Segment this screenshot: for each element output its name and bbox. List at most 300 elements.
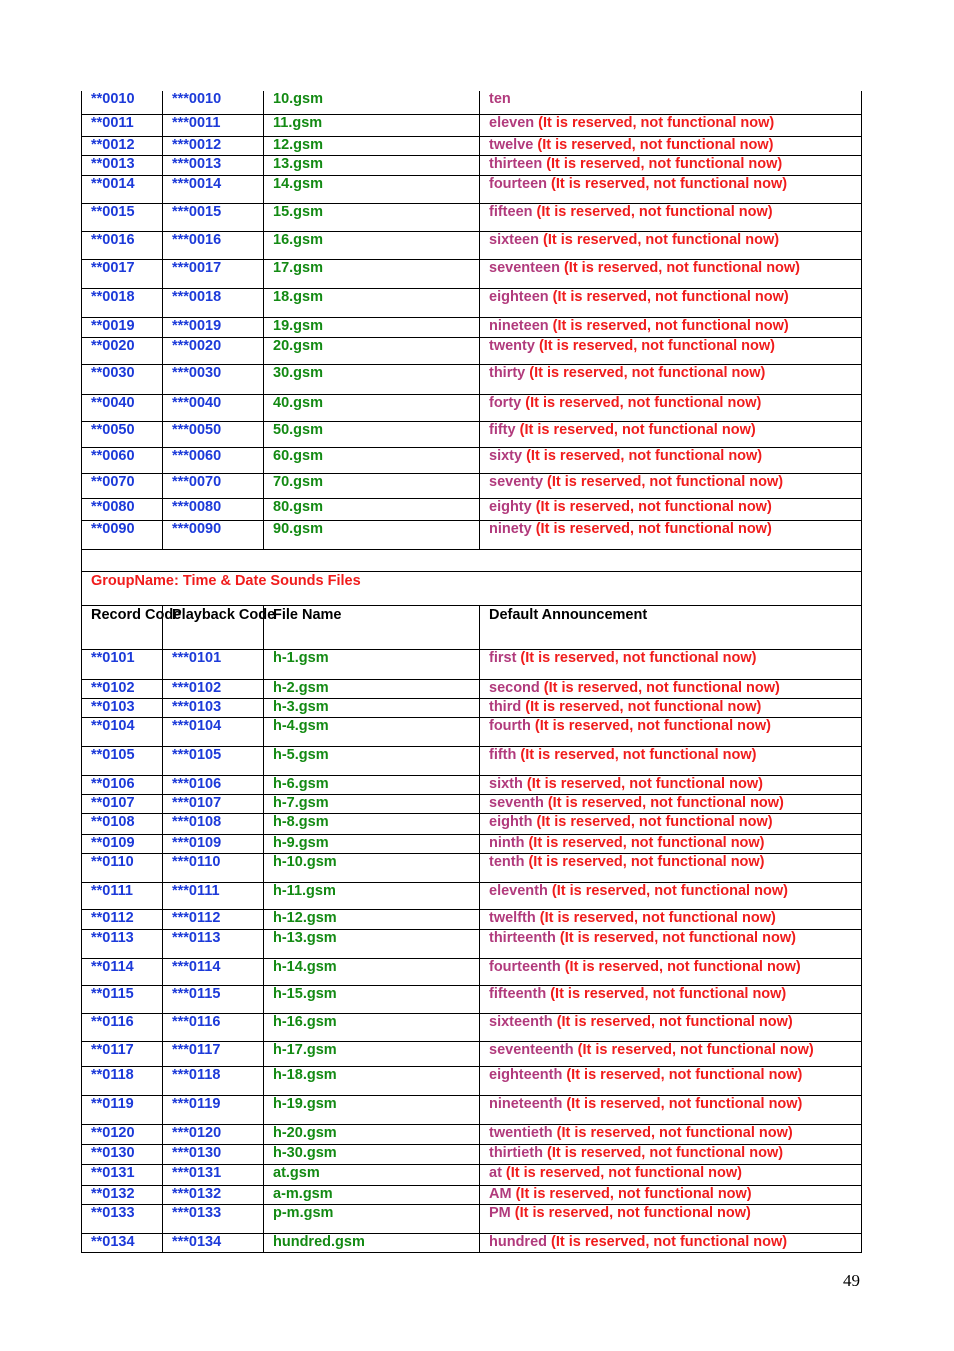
- record-code: **0107: [82, 794, 163, 813]
- file-name: 70.gsm: [264, 473, 480, 498]
- table-row: [82, 1013, 862, 1041]
- header-default-announcement: Default Announcement: [480, 605, 862, 649]
- announcement: [480, 394, 862, 421]
- reserved-note: (It is reserved, not functional now): [510, 1204, 751, 1221]
- table-row: [82, 259, 862, 288]
- table-row: [82, 717, 862, 746]
- file-name: 80.gsm: [264, 498, 480, 520]
- announcement: [480, 813, 862, 834]
- announcement: [480, 259, 862, 288]
- announcement-word: ninth: [489, 834, 525, 851]
- announcement: [480, 794, 862, 813]
- record-code: **0010: [82, 91, 163, 114]
- file-name: hundred.gsm: [264, 1233, 480, 1252]
- playback-code: ***0015: [163, 203, 264, 231]
- record-code: **0030: [82, 364, 163, 394]
- playback-code: ***0090: [163, 520, 264, 549]
- announcement-word: twenty: [489, 337, 535, 354]
- playback-code: ***0011: [163, 114, 264, 136]
- announcement: [480, 337, 862, 364]
- record-code: **0134: [82, 1233, 163, 1252]
- table-row: [82, 909, 862, 929]
- reserved-note: (It is reserved, not functional now): [524, 834, 765, 851]
- announcement-word: fourth: [489, 717, 531, 734]
- reserved-note: (It is reserved, not functional now): [539, 679, 780, 696]
- announcement: [480, 698, 862, 717]
- record-code: **0133: [82, 1204, 163, 1233]
- playback-code: ***0134: [163, 1233, 264, 1252]
- header-row: [82, 605, 862, 649]
- announcement-word: eighty: [489, 498, 532, 515]
- record-code: **0132: [82, 1185, 163, 1204]
- playback-code: ***0106: [163, 775, 264, 794]
- record-code: **0108: [82, 813, 163, 834]
- record-code: **0015: [82, 203, 163, 231]
- file-name: h-19.gsm: [264, 1095, 480, 1124]
- record-code: **0080: [82, 498, 163, 520]
- playback-code: ***0020: [163, 337, 264, 364]
- playback-code: ***0013: [163, 155, 264, 175]
- announcement-word: fifth: [489, 746, 517, 763]
- table-row: [82, 1066, 862, 1095]
- record-code: **0105: [82, 746, 163, 775]
- file-name: h-10.gsm: [264, 853, 480, 882]
- announcement: [480, 1204, 862, 1233]
- announcement: [480, 1164, 862, 1185]
- file-name: h-30.gsm: [264, 1144, 480, 1164]
- playback-code: ***0114: [163, 958, 264, 985]
- spacer-row: [82, 549, 862, 571]
- announcement: [480, 1095, 862, 1124]
- announcement-word: AM: [489, 1185, 512, 1202]
- playback-code: ***0118: [163, 1066, 264, 1095]
- file-name: 19.gsm: [264, 317, 480, 337]
- file-name: h-15.gsm: [264, 985, 480, 1013]
- playback-code: ***0103: [163, 698, 264, 717]
- announcement: [480, 421, 862, 447]
- announcement: [480, 498, 862, 520]
- announcement-word: eleventh: [489, 882, 548, 899]
- table-row: [82, 794, 862, 813]
- record-code: **0102: [82, 679, 163, 698]
- reserved-note: (It is reserved, not functional now): [530, 717, 771, 734]
- record-code: **0090: [82, 520, 163, 549]
- announcement-word: fifteen: [489, 203, 533, 220]
- record-code: **0050: [82, 421, 163, 447]
- playback-code: ***0018: [163, 288, 264, 317]
- table-row: [82, 231, 862, 259]
- table-row: [82, 649, 862, 679]
- table-row: [82, 813, 862, 834]
- file-name: h-17.gsm: [264, 1041, 480, 1066]
- announcement: [480, 288, 862, 317]
- announcement-word: seventeenth: [489, 1041, 574, 1058]
- reserved-note: (It is reserved, not functional now): [532, 813, 773, 830]
- announcement-word: seventy: [489, 473, 544, 490]
- announcement-word: twelve: [489, 136, 534, 153]
- announcement: [480, 1066, 862, 1095]
- announcement-word: twentieth: [489, 1124, 553, 1141]
- playback-code: ***0012: [163, 136, 264, 155]
- reserved-note: (It is reserved, not functional now): [546, 985, 787, 1002]
- announcement: [480, 136, 862, 155]
- playback-code: ***0104: [163, 717, 264, 746]
- file-name: h-1.gsm: [264, 649, 480, 679]
- table-row: [82, 203, 862, 231]
- record-code: **0013: [82, 155, 163, 175]
- announcement-word: sixteen: [489, 231, 539, 248]
- table-row: [82, 882, 862, 909]
- playback-code: ***0019: [163, 317, 264, 337]
- reserved-note: (It is reserved, not functional now): [516, 649, 757, 666]
- playback-code: ***0030: [163, 364, 264, 394]
- table-row: [82, 1041, 862, 1066]
- announcement: [480, 520, 862, 549]
- record-code: **0119: [82, 1095, 163, 1124]
- announcement-word: eighteen: [489, 288, 549, 305]
- record-code: **0060: [82, 447, 163, 473]
- reserved-note: (It is reserved, not functional now): [573, 1041, 814, 1058]
- file-name: h-18.gsm: [264, 1066, 480, 1095]
- announcement: [480, 909, 862, 929]
- record-code: **0117: [82, 1041, 163, 1066]
- file-name: a-m.gsm: [264, 1185, 480, 1204]
- record-code: **0109: [82, 834, 163, 853]
- file-name: 13.gsm: [264, 155, 480, 175]
- file-name: 14.gsm: [264, 175, 480, 203]
- announcement: [480, 317, 862, 337]
- reserved-note: (It is reserved, not functional now): [531, 498, 772, 515]
- table-row: [82, 834, 862, 853]
- reserved-note: (It is reserved, not functional now): [511, 1185, 752, 1202]
- table-row: [82, 1185, 862, 1204]
- playback-code: ***0120: [163, 1124, 264, 1144]
- reserved-note: (It is reserved, not functional now): [548, 317, 789, 334]
- announcement: [480, 473, 862, 498]
- file-name: 50.gsm: [264, 421, 480, 447]
- record-code: **0114: [82, 958, 163, 985]
- reserved-note: (It is reserved, not functional now): [548, 288, 789, 305]
- file-name: 12.gsm: [264, 136, 480, 155]
- playback-code: ***0105: [163, 746, 264, 775]
- file-name: 11.gsm: [264, 114, 480, 136]
- record-code: **0111: [82, 882, 163, 909]
- announcement-word: twelfth: [489, 909, 536, 926]
- reserved-note: (It is reserved, not functional now): [522, 447, 763, 464]
- table-row: [82, 136, 862, 155]
- table-row: [82, 394, 862, 421]
- announcement: [480, 1013, 862, 1041]
- playback-code: ***0112: [163, 909, 264, 929]
- record-code: **0131: [82, 1164, 163, 1185]
- group-row: [82, 571, 862, 605]
- section1-rows: [82, 91, 862, 549]
- file-name: at.gsm: [264, 1164, 480, 1185]
- reserved-note: (It is reserved, not functional now): [533, 136, 774, 153]
- group-title: GroupName: Time & Date Sounds Files: [82, 571, 862, 605]
- reserved-note: (It is reserved, not functional now): [559, 259, 801, 276]
- file-name: 15.gsm: [264, 203, 480, 231]
- record-code: **0014: [82, 175, 163, 203]
- spacer-section: [82, 549, 862, 571]
- playback-code: ***0107: [163, 794, 264, 813]
- playback-code: ***0116: [163, 1013, 264, 1041]
- table-row: [82, 1095, 862, 1124]
- announcement-word: thirty: [489, 364, 526, 381]
- file-name: 20.gsm: [264, 337, 480, 364]
- table-row: [82, 958, 862, 985]
- record-code: **0104: [82, 717, 163, 746]
- announcement-word: nineteenth: [489, 1095, 563, 1112]
- record-code: **0011: [82, 114, 163, 136]
- announcement: [480, 929, 862, 958]
- file-name: h-20.gsm: [264, 1124, 480, 1144]
- table-row: [82, 155, 862, 175]
- announcement-word: eleven: [489, 114, 535, 131]
- record-code: **0103: [82, 698, 163, 717]
- file-name: 90.gsm: [264, 520, 480, 549]
- announcement-word: tenth: [489, 853, 525, 870]
- announcement-word: fourteen: [489, 175, 547, 192]
- record-code: **0120: [82, 1124, 163, 1144]
- reserved-note: (It is reserved, not functional now): [534, 114, 775, 131]
- reserved-note: (It is reserved, not functional now): [535, 909, 776, 926]
- playback-code: ***0111: [163, 882, 264, 909]
- table-row: [82, 698, 862, 717]
- file-name: h-6.gsm: [264, 775, 480, 794]
- file-name: h-8.gsm: [264, 813, 480, 834]
- reserved-note: (It is reserved, not functional now): [531, 520, 772, 537]
- table-row: [82, 1204, 862, 1233]
- record-code: **0116: [82, 1013, 163, 1041]
- announcement: [480, 834, 862, 853]
- reserved-note: (It is reserved, not functional now): [521, 698, 762, 715]
- group-section: [82, 571, 862, 649]
- playback-code: ***0016: [163, 231, 264, 259]
- table-row: [82, 679, 862, 698]
- reserved-note: (It is reserved, not functional now): [521, 394, 762, 411]
- playback-code: ***0070: [163, 473, 264, 498]
- table-row: [82, 337, 862, 364]
- reserved-note: (It is reserved, not functional now): [547, 882, 788, 899]
- record-code: **0112: [82, 909, 163, 929]
- playback-code: ***0017: [163, 259, 264, 288]
- playback-code: ***0115: [163, 985, 264, 1013]
- announcement: [480, 155, 862, 175]
- playback-code: ***0133: [163, 1204, 264, 1233]
- announcement-word: thirteen: [489, 155, 543, 172]
- announcement: [480, 1185, 862, 1204]
- table-row: [82, 746, 862, 775]
- file-name: h-5.gsm: [264, 746, 480, 775]
- reserved-note: (It is reserved, not functional now): [562, 1095, 803, 1112]
- table-row: [82, 1144, 862, 1164]
- header-playback-code: Playback Code: [163, 605, 264, 649]
- playback-code: ***0109: [163, 834, 264, 853]
- file-name: 10.gsm: [264, 91, 480, 114]
- record-code: **0110: [82, 853, 163, 882]
- file-name: 30.gsm: [264, 364, 480, 394]
- announcement-word: seventh: [489, 794, 544, 811]
- announcement-word: thirteenth: [489, 929, 556, 946]
- playback-code: ***0131: [163, 1164, 264, 1185]
- file-name: h-16.gsm: [264, 1013, 480, 1041]
- playback-code: ***0108: [163, 813, 264, 834]
- announcement-word: hundred: [489, 1233, 547, 1250]
- playback-code: ***0113: [163, 929, 264, 958]
- table-row: [82, 91, 862, 114]
- announcement-word: fifteenth: [489, 985, 547, 1002]
- announcement-word: eighteenth: [489, 1066, 563, 1083]
- reserved-note: (It is reserved, not functional now): [552, 1124, 793, 1141]
- playback-code: ***0130: [163, 1144, 264, 1164]
- announcement: [480, 985, 862, 1013]
- sound-files-table: [81, 91, 862, 1253]
- table-row: [82, 114, 862, 136]
- announcement-word: thirtieth: [489, 1144, 543, 1161]
- table-row: [82, 473, 862, 498]
- announcement: [480, 717, 862, 746]
- record-code: **0016: [82, 231, 163, 259]
- record-code: **0020: [82, 337, 163, 364]
- announcement: [480, 1144, 862, 1164]
- playback-code: ***0010: [163, 91, 264, 114]
- table-row: [82, 421, 862, 447]
- header-record-code: Record Code: [82, 605, 163, 649]
- section2-rows: [82, 649, 862, 1252]
- table-row: [82, 317, 862, 337]
- reserved-note: (It is reserved, not functional now): [538, 231, 780, 248]
- record-code: **0018: [82, 288, 163, 317]
- announcement-word: ten: [489, 91, 511, 107]
- reserved-note: (It is reserved, not functional now): [524, 853, 765, 870]
- table-row: [82, 1233, 862, 1252]
- reserved-note: (It is reserved, not functional now): [547, 1233, 788, 1250]
- record-code: **0070: [82, 473, 163, 498]
- file-name: h-7.gsm: [264, 794, 480, 813]
- playback-code: ***0040: [163, 394, 264, 421]
- file-name: h-14.gsm: [264, 958, 480, 985]
- announcement-word: seventeen: [489, 259, 560, 276]
- file-name: 60.gsm: [264, 447, 480, 473]
- playback-code: ***0102: [163, 679, 264, 698]
- announcement-word: at: [489, 1164, 502, 1181]
- announcement: [480, 1233, 862, 1252]
- reserved-note: (It is reserved, not functional now): [543, 473, 784, 490]
- file-name: p-m.gsm: [264, 1204, 480, 1233]
- playback-code: ***0132: [163, 1185, 264, 1204]
- playback-code: ***0117: [163, 1041, 264, 1066]
- playback-code: ***0060: [163, 447, 264, 473]
- announcement: [480, 853, 862, 882]
- reserved-note: (It is reserved, not functional now): [525, 364, 766, 381]
- reserved-note: (It is reserved, not functional now): [532, 203, 773, 220]
- table-row: [82, 288, 862, 317]
- file-name: h-2.gsm: [264, 679, 480, 698]
- announcement: [480, 1124, 862, 1144]
- reserved-note: (It is reserved, not functional now): [534, 337, 776, 354]
- record-code: **0017: [82, 259, 163, 288]
- announcement-word: sixth: [489, 775, 523, 792]
- announcement: [480, 364, 862, 394]
- reserved-note: (It is reserved, not functional now): [560, 958, 801, 975]
- reserved-note: (It is reserved, not functional now): [522, 775, 763, 792]
- record-code: **0113: [82, 929, 163, 958]
- record-code: **0012: [82, 136, 163, 155]
- table-row: [82, 520, 862, 549]
- reserved-note: (It is reserved, not functional now): [562, 1066, 803, 1083]
- announcement: [480, 91, 862, 114]
- announcement: [480, 649, 862, 679]
- reserved-note: (It is reserved, not functional now): [516, 746, 757, 763]
- playback-code: ***0050: [163, 421, 264, 447]
- reserved-note: (It is reserved, not functional now): [552, 1013, 793, 1030]
- table-row: [82, 498, 862, 520]
- record-code: **0118: [82, 1066, 163, 1095]
- announcement-word: first: [489, 649, 517, 666]
- reserved-note: (It is reserved, not functional now): [547, 175, 788, 192]
- playback-code: ***0080: [163, 498, 264, 520]
- table-row: [82, 175, 862, 203]
- table-row: [82, 364, 862, 394]
- announcement-word: sixteenth: [489, 1013, 553, 1030]
- announcement-word: eighth: [489, 813, 533, 830]
- record-code: **0130: [82, 1144, 163, 1164]
- table-row: [82, 1124, 862, 1144]
- table-row: [82, 1164, 862, 1185]
- file-name: 17.gsm: [264, 259, 480, 288]
- announcement: [480, 231, 862, 259]
- reserved-note: (It is reserved, not functional now): [542, 1144, 784, 1161]
- playback-code: ***0101: [163, 649, 264, 679]
- announcement: [480, 775, 862, 794]
- announcement: [480, 958, 862, 985]
- announcement-word: nineteen: [489, 317, 549, 334]
- announcement-word: second: [489, 679, 540, 696]
- table-row: [82, 447, 862, 473]
- announcement-word: ninety: [489, 520, 532, 537]
- announcement: [480, 679, 862, 698]
- header-file-name: File Name: [264, 605, 480, 649]
- playback-code: ***0014: [163, 175, 264, 203]
- announcement: [480, 203, 862, 231]
- record-code: **0106: [82, 775, 163, 794]
- announcement-word: forty: [489, 394, 522, 411]
- record-code: **0115: [82, 985, 163, 1013]
- table-row: [82, 775, 862, 794]
- file-name: 18.gsm: [264, 288, 480, 317]
- announcement-word: fifty: [489, 421, 516, 438]
- announcement: [480, 1041, 862, 1066]
- reserved-note: (It is reserved, not functional now): [515, 421, 756, 438]
- record-code: **0101: [82, 649, 163, 679]
- record-code: **0019: [82, 317, 163, 337]
- reserved-note: (It is reserved, not functional now): [555, 929, 796, 946]
- announcement: [480, 746, 862, 775]
- announcement: [480, 175, 862, 203]
- file-name: h-4.gsm: [264, 717, 480, 746]
- file-name: h-9.gsm: [264, 834, 480, 853]
- announcement: [480, 447, 862, 473]
- table-row: [82, 985, 862, 1013]
- announcement: [480, 882, 862, 909]
- file-name: 16.gsm: [264, 231, 480, 259]
- file-name: h-11.gsm: [264, 882, 480, 909]
- announcement-word: fourteenth: [489, 958, 561, 975]
- file-name: h-3.gsm: [264, 698, 480, 717]
- announcement: [480, 114, 862, 136]
- announcement-word: sixty: [489, 447, 523, 464]
